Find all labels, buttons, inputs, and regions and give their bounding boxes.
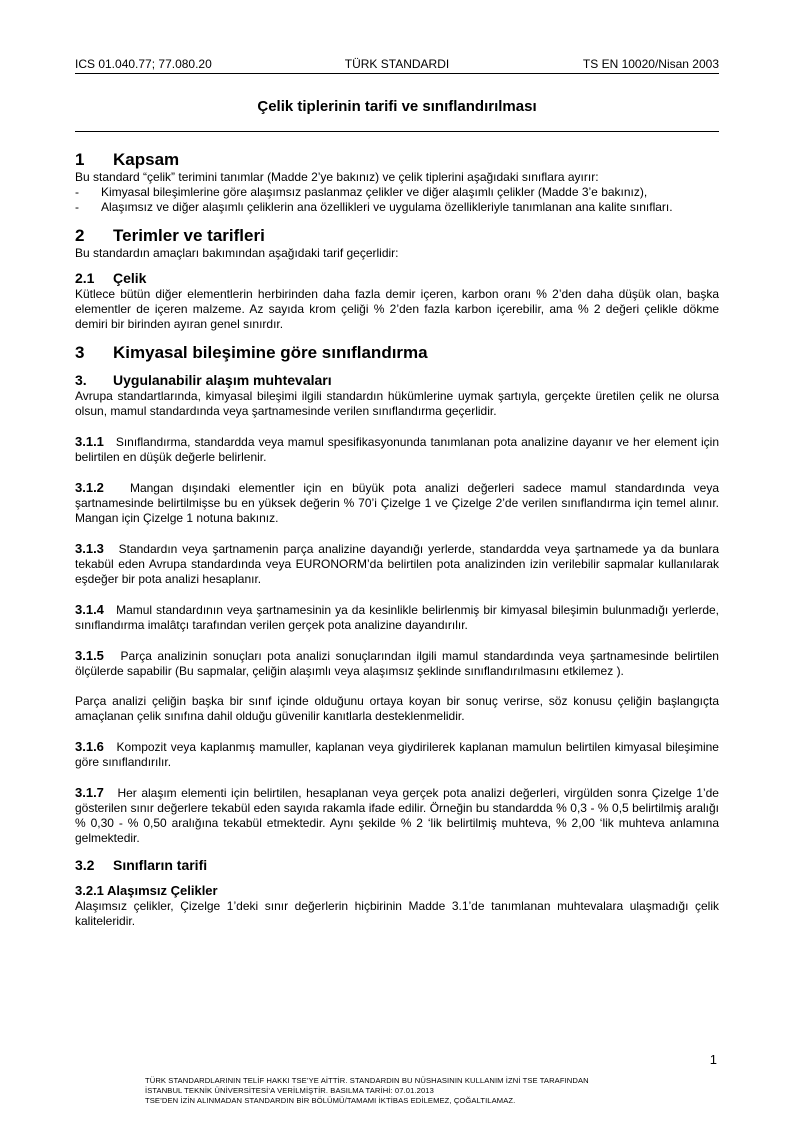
section-number: 1 (75, 150, 85, 169)
dash-bullet: - (75, 200, 79, 214)
clause-number: 3.1.6 (75, 739, 104, 754)
section-title: Uygulanabilir alaşım muhtevaları (113, 372, 332, 388)
copyright-footer (145, 1076, 705, 1106)
page-number: 1 (709, 1052, 717, 1067)
section-1-intro: Bu standard “çelik” terimini tanımlar (Madde 2’ye bakınız) ve çelik tiplerini aşağıdaki sınıflara ayırır: (75, 170, 599, 184)
section-number: 3 (75, 343, 85, 362)
footer-line: TÜRK STANDARDLARININ TELİF HAKKI TSE’YE AİTTİR. STANDARDIN BU NÜSHASININ KULLANIM İZNİ TSE TARAFINDAN (145, 1076, 589, 1085)
section-2-intro: Bu standardın amaçları bakımından aşağıdaki tarif geçerlidir: (75, 246, 399, 260)
section-1-heading (75, 150, 719, 170)
clause-3-1-3: 3.1.3 Standardın veya şartnamenin parça analizine dayandığı yerlerde, standardda veya şartnamede ya da bunlara tekabül eden Avrupa standardında veya EURONORM’da belirtilen pota analizinden izin verilebilir sapmalar kullanılarak eşdeğer bir pota analizi hesaplanır. (75, 541, 719, 586)
title-divider (75, 131, 719, 132)
clause-number: 3.1.4 (75, 602, 104, 617)
section-3-2-1-text: Alaşımsız çelikler, Çizelge 1’deki sınır değerlerin hiçbirinin Madde 3.1’de tanımlanan muhtevalara ulaşmadığı çelik kaliteleridir. (75, 899, 719, 928)
clause-3-1-6: 3.1.6 Kompozit veya kaplanmış mamuller, kaplanan veya giydirilerek kaplanan mamulun belirtilen kimyasal bileşimine göre sınıflandırılır. (75, 739, 719, 769)
section-3-sub-heading (75, 372, 719, 389)
clause-number: 3.1.7 (75, 785, 104, 800)
section-title: Kimyasal bileşimine göre sınıflandırma (113, 343, 428, 362)
scope-list (75, 185, 719, 215)
clause-number: 3.1.2 (75, 480, 104, 495)
list-item: - Kimyasal bileşimlerine göre alaşımsız paslanmaz çelikler ve diğer alaşımlı çelikler (Madde 3’e bakınız), (75, 185, 648, 199)
list-item: - Alaşımsız ve diğer alaşımlı çeliklerin ana özellikleri ve uygulama özellikleriyle tanımlanan ana kalite sınıfları. (75, 200, 673, 214)
section-number: 2 (75, 226, 85, 245)
clause-number: 3.1.5 (75, 648, 104, 663)
clause-number: 3.1.3 (75, 541, 104, 556)
section-3-2-1-heading: 3.2.1 Alaşımsız Çelikler (75, 883, 218, 898)
section-number: 3.2 (75, 857, 95, 873)
running-header (75, 57, 719, 74)
clause-3-1-5: 3.1.5 Parça analizinin sonuçları pota analizi sonuçlarından ilgili mamul standardında veya şartnamesinde belirtilen ölçülerde sapabilir (Bu sapmalar, çeliğin alaşımlı veya alaşımsız şeklinde sınıflandırılmasını etkilemez ). (75, 648, 719, 678)
section-number: 2.1 (75, 270, 95, 286)
section-3-heading (75, 343, 719, 363)
section-2-1-heading (75, 270, 719, 287)
ics-code: ICS 01.040.77; 77.080.20 (75, 57, 212, 71)
section-title: Terimler ve tarifleri (113, 226, 265, 245)
footer-line: TSE’DEN İZİN ALINMADAN STANDARDIN BİR BÖLÜMÜ/TAMAMI İKTİBAS EDİLEMEZ, ÇOĞALTILAMAZ. (145, 1096, 516, 1105)
clause-3-1-5-note: Parça analizi çeliğin başka bir sınıf içinde olduğunu ortaya koyan bir sonuç verirse, söz konusu çeliğin başlangıçta amaçlanan çelik sınıfına dahil olduğu güvenilir kanıtlarla desteklenmelidir. (75, 694, 719, 723)
section-3-2-heading (75, 857, 719, 874)
standard-number: TS EN 10020/Nisan 2003 (582, 57, 719, 71)
clause-3-1-1: 3.1.1 Sınıflandırma, standardda veya mamul spesifikasyonunda tanımlanan pota analizine dayanır ve her element için belirtilen en düşük değerle belirlenir. (75, 434, 719, 464)
document-title: Çelik tiplerinin tarifi ve sınıflandırılması (257, 98, 537, 115)
section-2-heading (75, 226, 719, 246)
dash-bullet: - (75, 185, 79, 199)
section-title: Kapsam (113, 150, 180, 169)
footer-line: İSTANBUL TEKNİK ÜNİVERSİTESİ’A VERİLMİŞTİR. BASILMA TARİHİ: 07.01.2013 (145, 1086, 434, 1095)
section-2-1-text: Kütlece bütün diğer elementlerin herbirinden daha fazla demir içeren, karbon oranı % 2’den daha düşük olan, başka elementler de içeren malzeme. Az sayıda krom çeliği % 2’den fazla karbon içerebilir, ama % 2 değeri çelikle dökme demiri bir birinden ayıran genel sınırdır. (75, 287, 719, 331)
section-title: Sınıfların tarifi (113, 857, 208, 873)
clause-3-1-7: 3.1.7 Her alaşım elementi için belirtilen, hesaplanan veya gerçek pota analizi değerleri, virgülden sonra Çizelge 1’de gösterilen sınır değerlere tekabül eden sayıda rakamla ifade edilir. Örneğin bu standardda % 0,3 - % 0,5 belirtilmiş aralığı % 0,30 - % 0,50 aralığına tekabül etmektedir. Aynı şekilde % 2 ‘lik belirtilmiş muhteva, % 2,00 ‘lik muhteva anlamına gelmektedir. (75, 785, 719, 845)
section-title: Çelik (113, 270, 147, 286)
standard-type: TÜRK STANDARDI (344, 57, 450, 71)
section-number: 3. (75, 372, 87, 388)
document-body (75, 150, 719, 929)
clause-number: 3.1.1 (75, 434, 104, 449)
section-3-sub-text: Avrupa standartlarında, kimyasal bileşimi ilgili standardın hükümlerine uymak şartıyla, gerçekte üretilen çelik ne olursa olsun, mamul standardında veya şartnamesinde verilen sınıflandırma geçerlidir. (75, 389, 719, 418)
clause-3-1-2: 3.1.2 Mangan dışındaki elementler için en büyük pota analizi değerleri sadece mamul standardında veya şartnamesinde belirtilmişse bu en yüksek değerin % 70’i Çizelge 1 ve Çizelge 2’de verilen sınıflandırma için temel alınır. Mangan için Çizelge 1 notuna bakınız. (75, 480, 719, 525)
clause-3-1-4: 3.1.4 Mamul standardının veya şartnamesinin ya da kesinlikle belirlenmiş bir kimyasal bileşimin bulunmadığı yerlerde, sınıflandırma imalâtçı tarafından verilen gerçek pota analizine dayandırılır. (75, 602, 719, 632)
